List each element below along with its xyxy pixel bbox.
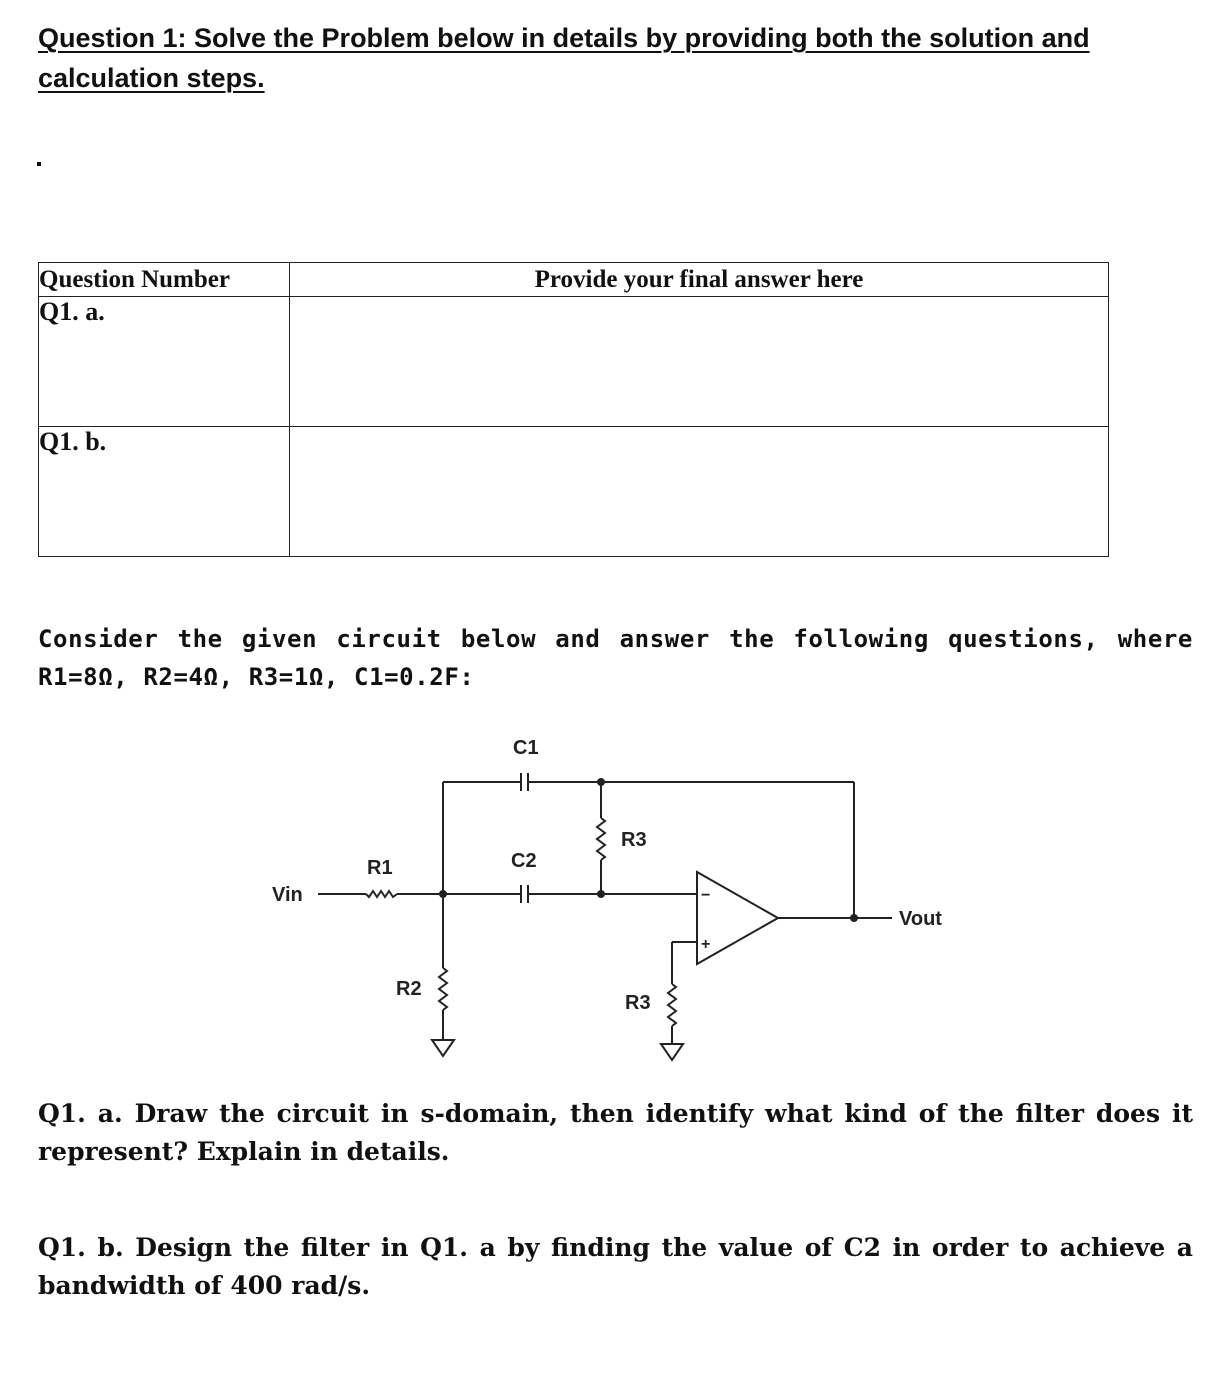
header-question-number: Question Number: [39, 263, 290, 297]
table-row: [39, 427, 1109, 557]
r2-resistor: [439, 968, 447, 1010]
answer-cell-q1b[interactable]: [290, 427, 1109, 557]
question-b-text: Q1. b. Design the filter in Q1. a by finding the value of C2 in order to achieve a bandwidth of 400 rad/s.: [38, 1233, 1193, 1300]
r3-resistor: [597, 818, 605, 860]
label-vin: Vin: [272, 884, 303, 906]
answer-table: [38, 262, 1109, 557]
question-label-q1a: Q1. a.: [39, 297, 290, 427]
table-row: [39, 297, 1109, 427]
circuit-diagram: [250, 720, 970, 1080]
answer-table-header: [39, 263, 1109, 297]
label-c2: C2: [511, 850, 537, 872]
answer-cell-q1a[interactable]: [290, 297, 1109, 427]
label-r3-top: R3: [621, 829, 647, 851]
ground-icon: [432, 1040, 454, 1056]
r3b-resistor: [668, 984, 676, 1026]
bullet-dot: [37, 162, 41, 166]
question-label-q1b: Q1. b.: [39, 427, 290, 557]
label-c1: C1: [513, 737, 539, 759]
label-r2: R2: [396, 978, 422, 1000]
question-a-text: Q1. a. Draw the circuit in s-domain, then identify what kind of the filter does it represent? Explain in details.: [38, 1099, 1193, 1166]
label-minus: −: [701, 887, 711, 904]
label-vout: Vout: [899, 908, 942, 930]
label-r3-bottom: R3: [625, 992, 651, 1014]
label-r1: R1: [367, 857, 393, 879]
r1-resistor: [366, 891, 397, 897]
circuit-description: Consider the given circuit below and answer the following questions, where R1=8Ω, R2=4Ω, R3=1Ω, C1=0.2F:: [38, 625, 1193, 691]
label-plus: +: [701, 936, 711, 953]
question-heading: Question 1: Solve the Problem below in details by providing both the solution and calculation steps.: [38, 23, 1090, 93]
ground-icon: [661, 1044, 683, 1060]
header-final-answer: Provide your final answer here: [290, 263, 1109, 297]
